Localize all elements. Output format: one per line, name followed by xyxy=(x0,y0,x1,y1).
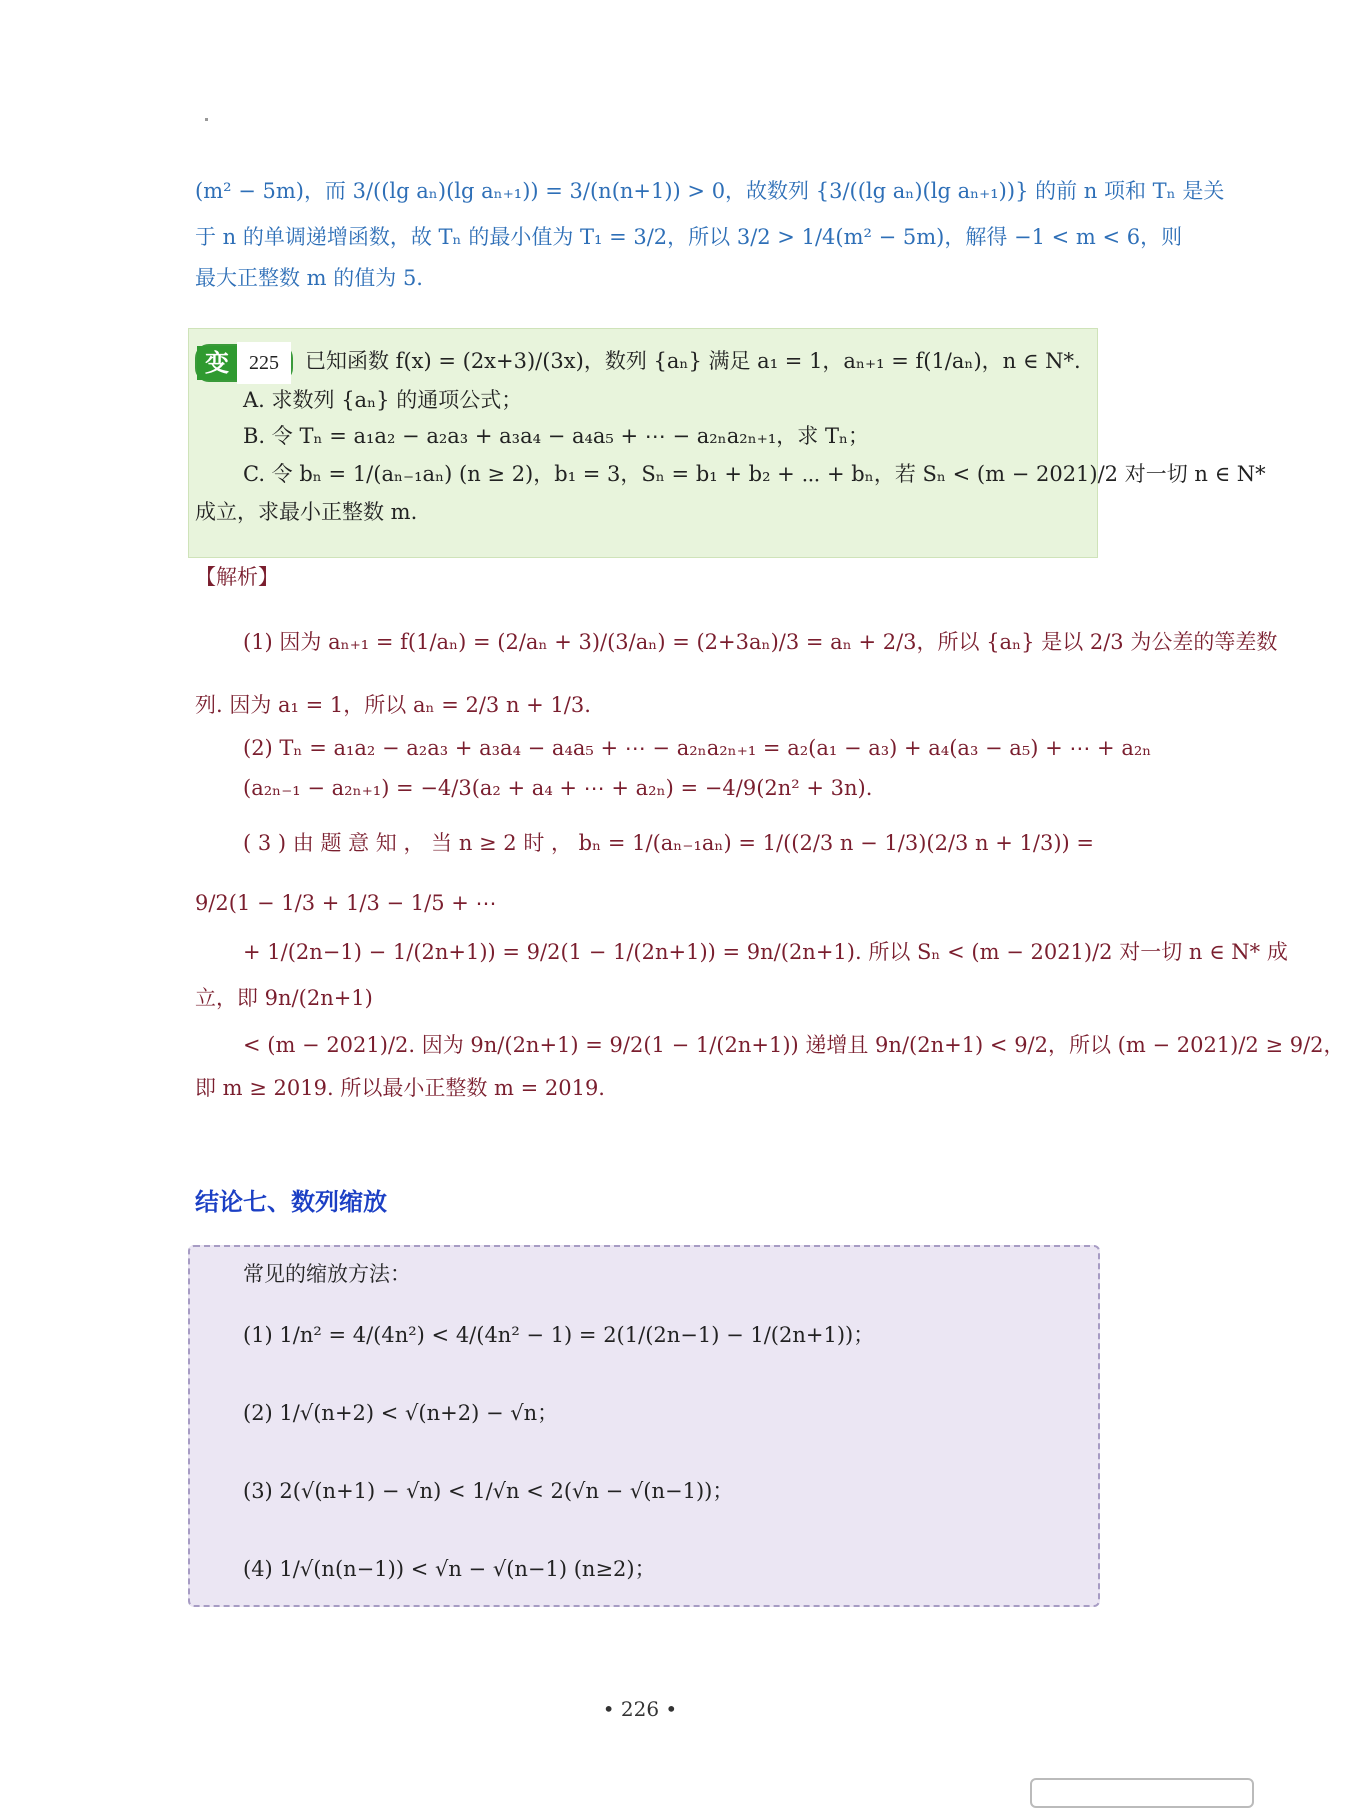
part-c-cont: 成立，求最小正整数 m. xyxy=(195,500,418,524)
part-a: A. 求数列 {aₙ} 的通项公式； xyxy=(243,388,523,412)
analysis-line: 9/2(1 − 1/3 + 1/3 − 1/5 + ⋯ xyxy=(195,891,497,915)
bottom-decoration xyxy=(1030,1778,1254,1808)
previous-solution xyxy=(195,168,1225,296)
method-item: (1) 1/n² = 4/(4n²) < 4/(4n² − 1) = 2(1/(2n−1) − 1/(2n+1))； xyxy=(243,1323,875,1347)
analysis-line: 列. 因为 a₁ = 1，所以 aₙ = 2/3 n + 1/3. xyxy=(195,693,591,717)
tag-char: 变 xyxy=(197,346,237,380)
problem-stem: 已知函数 f(x) = (2x+3)/(3x)，数列 {aₙ} 满足 a₁ = 1，aₙ₊₁ = f(1/aₙ)，n ∈ N*. xyxy=(305,349,1081,373)
analysis-title: 【解析】 xyxy=(195,565,279,589)
analysis-line: ( 3 ) 由 题 意 知 ， 当 n ≥ 2 时 ， bₙ = 1/(aₙ₋₁aₙ) = 1/((2/3 n − 1/3)(2/3 n + 1/3)) = xyxy=(243,831,1094,855)
solution-line: 于 n 的单调递增函数，故 Tₙ 的最小值为 T₁ = 3/2，所以 3/2 > 1/4(m² − 5m)，解得 −1 < m < 6，则 xyxy=(195,225,1183,249)
section-title: 结论七、数列缩放 xyxy=(195,1188,387,1216)
analysis-line: < (m − 2021)/2. 因为 9n/(2n+1) = 9/2(1 − 1/(2n+1)) 递增且 9n/(2n+1) < 9/2，所以 (m − 2021)/2 ≥ 9/2， xyxy=(243,1033,1345,1057)
solution-line: (m² − 5m)，而 3/((lg aₙ)(lg aₙ₊₁)) = 3/(n(n+1)) > 0，故数列 {3/((lg aₙ)(lg aₙ₊₁))} 的前 n 项和 Tₙ 是关 xyxy=(195,179,1225,203)
analysis-line: 立，即 9n/(2n+1) xyxy=(195,986,373,1010)
analysis-line: (2) Tₙ = a₁a₂ − a₂a₃ + a₃a₄ − a₄a₅ + ⋯ − a₂ₙa₂ₙ₊₁ = a₂(a₁ − a₃) + a₄(a₃ − a₅) + ⋯ + a₂ₙ xyxy=(243,736,1152,760)
page-mark xyxy=(205,118,208,121)
problem xyxy=(195,340,1266,530)
methods-intro: 常见的缩放方法： xyxy=(243,1262,411,1286)
problem-tag xyxy=(195,344,293,382)
analysis-line: (1) 因为 aₙ₊₁ = f(1/aₙ) = (2/aₙ + 3)/(3/aₙ) = (2+3aₙ)/3 = aₙ + 2/3，所以 {aₙ} 是以 2/3 为公差的等差数 xyxy=(243,630,1278,654)
analysis-line: (a₂ₙ₋₁ − a₂ₙ₊₁) = −4/3(a₂ + a₄ + ⋯ + a₂ₙ) = −4/9(2n² + 3n). xyxy=(243,776,873,800)
method-item: (4) 1/√(n(n−1)) < √n − √(n−1) (n≥2)； xyxy=(243,1557,656,1581)
page-number: • 226 • xyxy=(602,1697,678,1721)
analysis-line: + 1/(2n−1) − 1/(2n+1)) = 9/2(1 − 1/(2n+1)) = 9n/(2n+1). 所以 Sₙ < (m − 2021)/2 对一切 n ∈ N* 成 xyxy=(243,940,1288,964)
tag-number: 225 xyxy=(237,342,291,384)
method-item: (3) 2(√(n+1) − √n) < 1/√n < 2(√n − √(n−1))； xyxy=(243,1479,734,1503)
analysis-line: 即 m ≥ 2019. 所以最小正整数 m = 2019. xyxy=(195,1076,605,1100)
solution-line: 最大正整数 m 的值为 5. xyxy=(195,266,423,290)
part-c: C. 令 bₙ = 1/(aₙ₋₁aₙ) (n ≥ 2)，b₁ = 3，Sₙ = b₁ + b₂ + ⋯ + bₙ，若 Sₙ < (m − 2021)/2 对一切 n ∈ N* xyxy=(243,462,1266,486)
part-b: B. 令 Tₙ = a₁a₂ − a₂a₃ + a₃a₄ − a₄a₅ + ⋯ − a₂ₙa₂ₙ₊₁，求 Tₙ； xyxy=(243,424,870,448)
analysis xyxy=(195,560,1345,1106)
method-item: (2) 1/√(n+2) < √(n+2) − √n； xyxy=(243,1401,559,1425)
methods xyxy=(195,1252,1095,1608)
problem-stem-line xyxy=(195,340,1095,382)
